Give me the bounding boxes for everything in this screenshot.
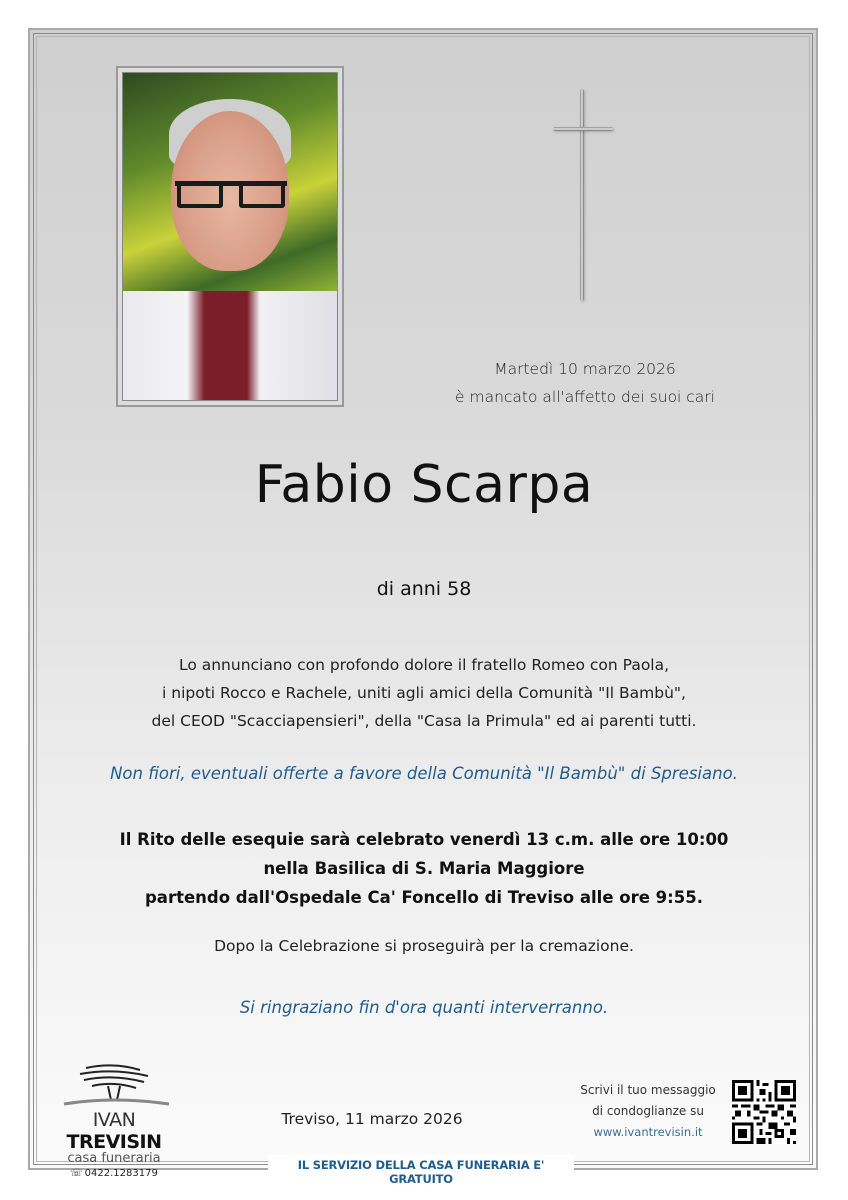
- portrait-frame: [116, 66, 344, 407]
- death-date: Martedì 10 marzo 2026: [494, 360, 676, 378]
- portrait-photo: [122, 72, 338, 401]
- service-note: IL SERVIZIO DELLA CASA FUNERARIA E' GRATUITO: [297, 1158, 545, 1186]
- qr-code-icon[interactable]: [732, 1080, 796, 1144]
- announcement: [0, 651, 848, 735]
- phone-icon: ☏: [70, 1168, 83, 1179]
- death-info: [420, 355, 750, 411]
- funeral-home-logo: [44, 1062, 184, 1179]
- death-phrase: è mancato all'affetto dei suoi cari: [455, 388, 715, 406]
- logo-subtitle: casa funeraria: [67, 1151, 161, 1166]
- funeral-line: Il Rito delle esequie sarà celebrato venerdì 13 c.m. alle ore 10:00: [119, 830, 729, 849]
- logo-name-bold: TREVISIN: [66, 1131, 162, 1153]
- phone-number: 0422.1283179: [84, 1168, 158, 1179]
- announcement-line: i nipoti Rocco e Rachele, uniti agli amici della Comunità "Il Bambù",: [162, 684, 686, 702]
- logo-name: [44, 1109, 184, 1153]
- condolences-line1: Scrivi il tuo messaggio: [580, 1083, 716, 1097]
- funeral-details: [0, 825, 848, 912]
- funeral-line: partendo dall'Ospedale Ca' Foncello di Treviso alle ore 9:55.: [145, 888, 703, 907]
- flowers-note: Non fiori, eventuali offerte a favore della Comunità "Il Bambù" di Spresiano.: [110, 764, 738, 783]
- condolences-link[interactable]: www.ivantrevisin.it: [593, 1125, 703, 1139]
- deceased-age: di anni 58: [376, 578, 472, 600]
- cross-icon: [580, 89, 584, 301]
- cross-icon-arm: [553, 127, 613, 131]
- cremation-note: Dopo la Celebrazione si proseguirà per la cremazione.: [214, 937, 634, 955]
- thanks-note: Si ringraziano fin d'ora quanti interverranno.: [239, 998, 609, 1017]
- condolences-box: [568, 1080, 728, 1143]
- deceased-name: Fabio Scarpa: [254, 455, 594, 515]
- condolences-line2: di condoglianze su: [592, 1104, 704, 1118]
- photo-glasses: [175, 181, 287, 216]
- logo-phone: [44, 1168, 184, 1179]
- logo-name-light: IVAN: [92, 1109, 136, 1131]
- photo-jacket: [123, 291, 337, 401]
- tree-logo-icon: [44, 1062, 184, 1107]
- announcement-line: Lo annunciano con profondo dolore il fratello Romeo con Paola,: [178, 656, 670, 674]
- place-date: Treviso, 11 marzo 2026: [281, 1110, 463, 1128]
- funeral-line: nella Basilica di S. Maria Maggiore: [263, 859, 585, 878]
- announcement-line: del CEOD "Scacciapensieri", della "Casa la Primula" ed ai parenti tutti.: [151, 712, 697, 730]
